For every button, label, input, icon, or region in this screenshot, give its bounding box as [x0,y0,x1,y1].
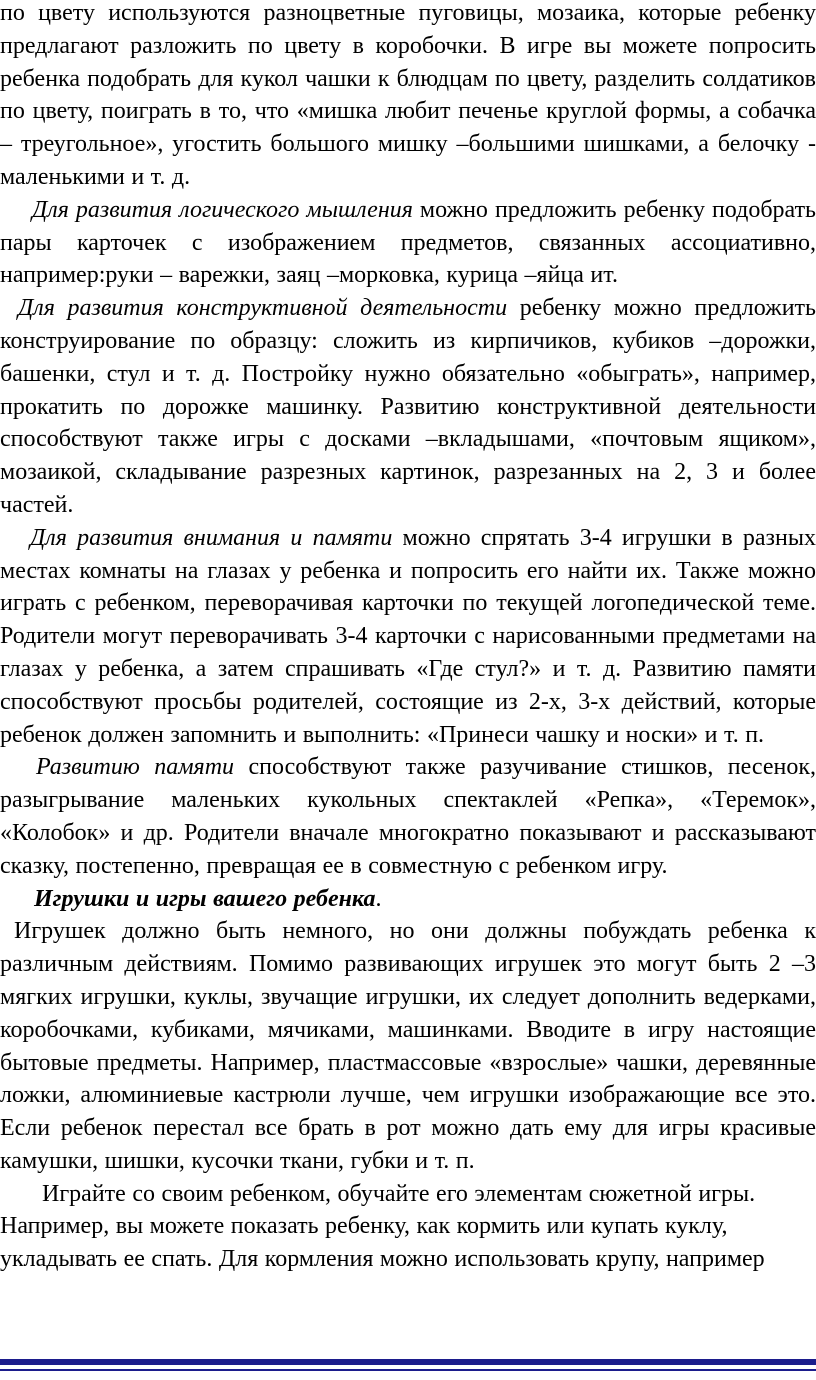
footer-divider-thin-line [0,1369,816,1371]
paragraph-lead-italic: Развитию памяти [36,754,235,781]
paragraph-attention-memory [0,522,816,752]
footer-divider [0,1359,816,1380]
paragraph-constructive-activity [0,292,816,522]
paragraph-play-line-3: укладывать ее спать. Для кормления можно использовать крупу, например [0,1246,765,1273]
footer-divider-thick-line [0,1359,816,1365]
paragraph-text: можно предложить ребенку подобрать пары карточек с изображением предметов, связанных ассоциативно, например:руки – варежки, заяц –морковка, курица –яйца ит. [0,196,816,289]
paragraph-lead-italic: Для развития конструктивной деятельности [18,295,508,322]
paragraph-color-sorting: по цвету используются разноцветные пуговицы, мозаика, которые ребенку предлагают разложить по цвету в коробочки. В игре вы можете попросить ребенка подобрать для кукол чашки к блюдцам по цвету, разделить солдатиков по цвету, поиграть в то, что «мишка любит печенье круглой формы, а собачка – треугольное», угостить большого мишку –большими шишками, а белочку - маленькими и т. д. [0,0,816,190]
paragraph-toys: Игрушек должно быть немного, но они должны побуждать ребенка к различным действиям. Помимо развивающих игрушек это могут быть 2 –3 мягких игрушки, куклы, звучащие игрушки, их следует дополнить ведерками, коробочками, кубиками, мячиками, машинками. Вводите в игру настоящие бытовые предметы. Например, пластмассовые «взрослые» чашки, деревянные ложки, алюминиевые кастрюли лучше, чем игрушки изображающие все это. Если ребенок перестал все брать в рот можно дать ему для игры красивые камушки, шишки, кусочки ткани, губки и т. п. [0,918,816,1174]
section-heading [0,883,816,916]
paragraph-text: способствуют также разучивание стишков, песенок, разыгрывание маленьких кукольных спектаклей «Репка», «Теремок», «Колобок» и др. Родители вначале многократно показывают и рассказывают сказку, постепенно, превращая ее в совместную с ребенком игру. [0,754,816,879]
heading-period: . [375,885,382,912]
paragraph-text: можно спрятать 3-4 игрушки в разных местах комнаты на глазах у ребенка и попросить его найти их. Также можно играть с ребенком, переворачивая карточки по текущей логопедической теме. Родители могут переворачивать 3-4 карточки с нарисованными предметами на глазах у ребенка, а затем спрашивать «Где стул?» и т. д. Развитию памяти способствуют просьбы родителей, состоящие из 2-х, 3-х действий, которые ребенок должен запомнить и выполнить: «Принеси чашку и носки» и т. п. [0,524,816,748]
heading-text: Игрушки и игры вашего ребенка [34,885,376,912]
paragraph-logical-thinking [0,194,816,292]
paragraph-lead-italic: Для развития логического мышления [32,196,413,223]
paragraph-play-line-2: Например, вы можете показать ребенку, как кормить или купать куклу, [0,1213,728,1240]
paragraph-text: ребенку можно предложить конструирование по образцу: сложить из кирпичиков, кубиков –дорожки, башенки, стул и т. д. Постройку нужно обязательно «обыграть», например, прокатить по дорожке машинку. Развитию конструктивной деятельности способствуют также игры с досками –вкладышами, «почтовым ящиком», мозаикой, складывание разрезных картинок, разрезанных на 2, 3 и более частей. [0,295,816,518]
paragraph-play-line-1: Играйте со своим ребенком, обучайте его элементам сюжетной игры. [42,1180,756,1207]
paragraph-lead-italic: Для развития внимания и памяти [30,524,393,551]
paragraph-memory-development [0,751,816,882]
